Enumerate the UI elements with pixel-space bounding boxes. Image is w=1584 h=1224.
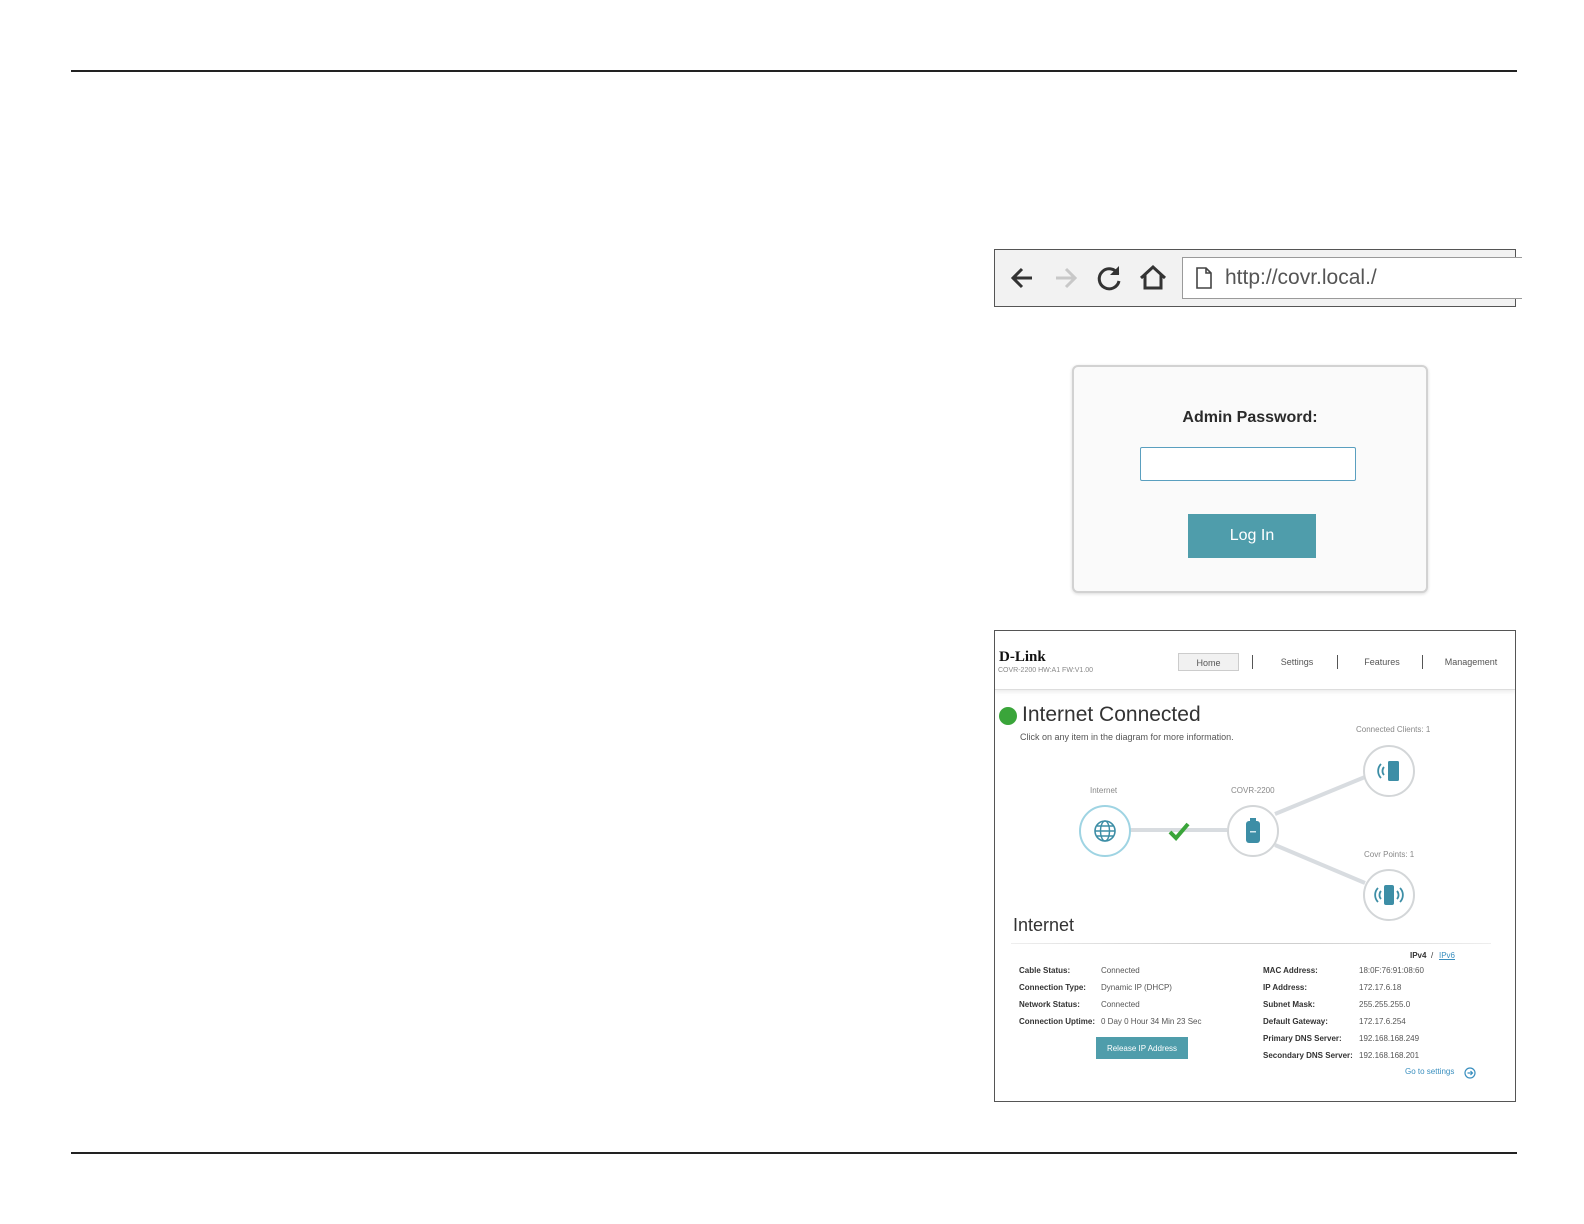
wireless-client-icon <box>1374 759 1404 783</box>
connection-type-label: Connection Type: <box>1019 983 1086 992</box>
reload-icon[interactable] <box>1091 260 1127 296</box>
home-icon[interactable] <box>1135 260 1171 296</box>
login-panel <box>1072 365 1428 593</box>
covr-device-node[interactable] <box>1227 805 1279 857</box>
covr-points-node[interactable] <box>1363 869 1415 921</box>
model-line: COVR-2200 HW:A1 FW:V1.00 <box>998 667 1094 674</box>
forward-arrow-icon[interactable] <box>1047 260 1083 296</box>
nav-home[interactable]: Home <box>1178 653 1239 671</box>
connection-type-value: Dynamic IP (DHCP) <box>1101 983 1172 992</box>
arrow-circle-right-icon[interactable] <box>1464 1066 1476 1078</box>
network-status-label: Network Status: <box>1019 1000 1080 1009</box>
default-gateway-label: Default Gateway: <box>1263 1017 1328 1026</box>
router-dashboard <box>994 630 1516 1102</box>
ip-address-value: 172.17.6.18 <box>1359 983 1402 992</box>
clients-node-label: Connected Clients: 1 <box>1356 725 1431 734</box>
nav-settings[interactable]: Settings <box>1280 657 1314 667</box>
covr-point-icon <box>1372 883 1406 907</box>
points-node-label: Covr Points: 1 <box>1364 850 1415 859</box>
nav-features[interactable]: Features <box>1364 657 1400 667</box>
diagram-links <box>995 631 1516 1102</box>
url-text: http://covr.local./ <box>1225 266 1377 289</box>
primary-dns-value: 192.168.168.249 <box>1359 1034 1420 1043</box>
mac-address-label: MAC Address: <box>1263 966 1318 975</box>
connected-clients-node[interactable] <box>1363 745 1415 797</box>
cable-status-value: Connected <box>1101 966 1140 975</box>
bottom-rule <box>71 1152 1517 1154</box>
secondary-dns-label: Secondary DNS Server: <box>1263 1051 1353 1060</box>
admin-password-input[interactable] <box>1140 447 1356 481</box>
internet-section-title: Internet <box>1013 915 1075 935</box>
ip-address-label: IP Address: <box>1263 983 1308 992</box>
page-icon <box>1195 267 1213 289</box>
subnet-mask-value: 255.255.255.0 <box>1359 1000 1411 1009</box>
address-bar[interactable] <box>1182 257 1522 299</box>
release-ip-button[interactable]: Release IP Address <box>1096 1037 1188 1059</box>
connection-uptime-label: Connection Uptime: <box>1019 1017 1095 1026</box>
mac-address-value: 18:0F:76:91:08:60 <box>1359 966 1424 975</box>
internet-node[interactable] <box>1079 805 1131 857</box>
dlink-logo: D-Link <box>999 649 1046 665</box>
connection-uptime-value: 0 Day 0 Hour 34 Min 23 Sec <box>1101 1017 1202 1026</box>
ipv6-tab[interactable]: IPv6 <box>1439 951 1456 960</box>
default-gateway-value: 172.17.6.254 <box>1359 1017 1406 1026</box>
globe-icon <box>1093 819 1117 843</box>
cable-status-label: Cable Status: <box>1019 966 1071 975</box>
top-rule <box>71 70 1517 72</box>
covr-node-label: COVR-2200 <box>1231 786 1275 795</box>
secondary-dns-value: 192.168.168.201 <box>1359 1051 1420 1060</box>
nav-management[interactable]: Management <box>1444 657 1498 667</box>
connected-check-icon <box>1168 821 1190 841</box>
internet-node-label: Internet <box>1090 786 1118 795</box>
primary-dns-label: Primary DNS Server: <box>1263 1034 1342 1043</box>
status-hint: Click on any item in the diagram for more information. <box>1020 732 1234 742</box>
back-arrow-icon[interactable] <box>1005 260 1041 296</box>
browser-toolbar <box>994 249 1516 307</box>
subnet-mask-label: Subnet Mask: <box>1263 1000 1316 1009</box>
ip-version-separator: / <box>1431 951 1434 960</box>
ipv4-tab[interactable]: IPv4 <box>1410 951 1427 960</box>
go-to-settings-link[interactable]: Go to settings <box>1405 1067 1455 1076</box>
log-in-button[interactable]: Log In <box>1188 514 1316 558</box>
status-title: Internet Connected <box>1022 703 1201 726</box>
section-divider <box>1011 943 1491 944</box>
network-status-value: Connected <box>1101 1000 1140 1009</box>
admin-password-label: Admin Password: <box>1182 409 1318 426</box>
router-device-icon <box>1244 817 1262 845</box>
